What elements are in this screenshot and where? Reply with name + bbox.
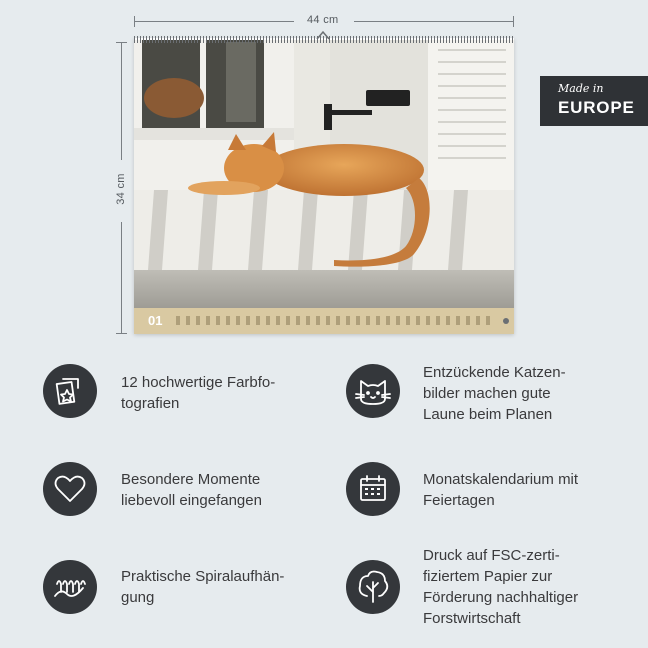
height-dimension-line-bottom — [121, 222, 122, 334]
width-dimension-line-left — [134, 21, 294, 22]
calendar-day-numbers — [176, 316, 494, 325]
feature-line: liebevoll eingefangen — [121, 492, 262, 509]
feature-line: Feiertagen — [423, 492, 495, 509]
width-dimension-label: 44 cm — [307, 14, 339, 26]
badge-made-in: Made in — [558, 82, 604, 95]
made-in-europe-badge — [540, 76, 648, 126]
calendar-logo — [503, 318, 509, 324]
heart-icon — [43, 462, 97, 516]
cat-photo-image — [134, 40, 514, 308]
height-dimension-tick-bottom — [116, 333, 127, 334]
cat-face-icon — [346, 364, 400, 418]
feature-line: tografien — [121, 395, 180, 412]
feature-fsc-text — [423, 545, 638, 629]
feature-spiral-text — [121, 566, 331, 608]
feature-line: gung — [121, 589, 155, 606]
height-dimension-tick-top — [116, 42, 127, 43]
feature-line: Laune beim Planen — [423, 406, 553, 423]
tree-icon — [346, 560, 400, 614]
feature-line: bilder machen gute — [423, 385, 551, 402]
feature-line: Monatskalendarium mit — [423, 471, 579, 488]
feature-line: 12 hochwertige Farbfo- — [121, 374, 276, 391]
feature-line: Entzückende Katzen- — [423, 364, 566, 381]
spiral-icon — [43, 560, 97, 614]
feature-line: Besondere Momente — [121, 471, 261, 488]
photo-star-icon — [43, 364, 97, 418]
calendar-day-bar — [134, 308, 514, 334]
height-dimension-label: 34 cm — [115, 173, 127, 205]
width-dimension-tick-right — [513, 16, 514, 27]
hanger-hook — [316, 30, 330, 40]
feature-cat-images-text — [423, 362, 633, 425]
feature-line: Forstwirtschaft — [423, 610, 521, 627]
badge-europe: EUROPE — [558, 98, 635, 117]
width-dimension-tick-left — [134, 16, 135, 27]
calendar-month-number: 01 — [148, 313, 163, 328]
feature-line: fiziertem Papier zur — [423, 568, 553, 585]
height-dimension-line-top — [121, 42, 122, 160]
feature-line: Praktische Spiralaufhän- — [121, 568, 285, 585]
width-dimension-line-right — [354, 21, 514, 22]
feature-moments-text — [121, 469, 331, 511]
feature-line: Druck auf FSC-zerti- — [423, 547, 560, 564]
feature-photos-text — [121, 372, 321, 414]
feature-line: Förderung nachhaltiger — [423, 589, 579, 606]
calendar-preview — [134, 38, 514, 334]
feature-calendar-text — [423, 469, 633, 511]
calendar-icon — [346, 462, 400, 516]
cat-photo — [134, 40, 514, 308]
